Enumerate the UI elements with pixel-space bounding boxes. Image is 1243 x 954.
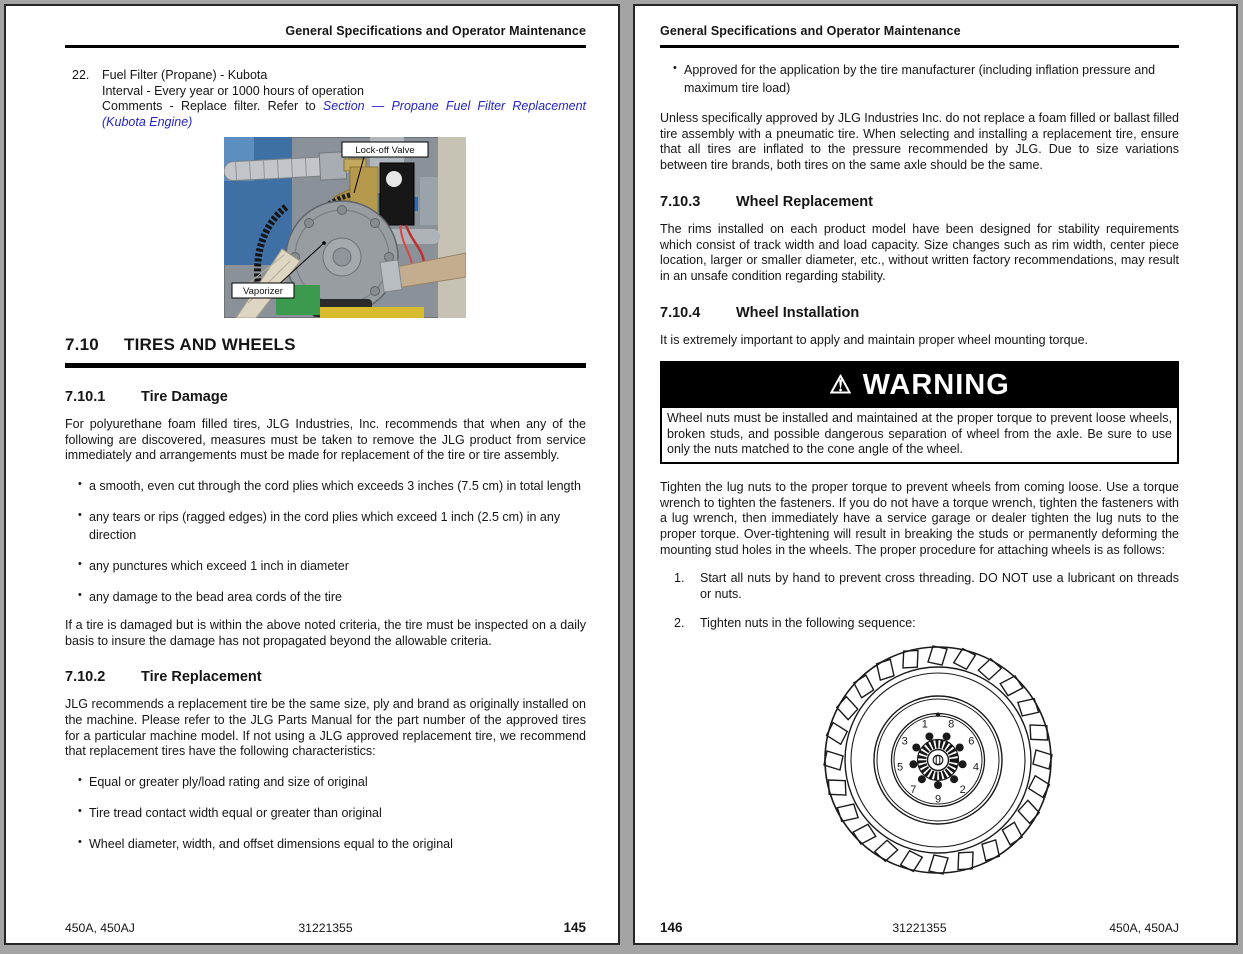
svg-text:4: 4 <box>972 761 979 774</box>
wheel-installation-paragraph: It is extremely important to apply and maintain proper wheel mounting torque. <box>660 332 1089 347</box>
section-7-10-1-heading <box>65 389 586 405</box>
section-7-10-2-heading <box>65 669 586 685</box>
valve-stem <box>936 712 940 716</box>
warning-box <box>660 361 1179 464</box>
warning-body: Wheel nuts must be installed and maintained at the proper torque to prevent loose wheels, broken studs, and possible dangerous separation of wheel from the axle. Be sure to use only the nuts matched to the cone angle of the wheel. <box>667 411 1172 456</box>
tire-replacement-list-continued <box>660 61 1179 97</box>
footer-models: 450A, 450AJ <box>1109 921 1179 935</box>
bullet-icon: • <box>78 805 82 818</box>
svg-text:8: 8 <box>948 718 955 731</box>
tire-damage-outro: If a tire is damaged but is within the above noted criteria, the tire must be inspected on a daily basis to insure the damage has not propagated beyond the allowable criteria. <box>65 617 586 648</box>
tire-replacement-intro: JLG recommends a replacement tire be the same size, ply and brand as originally installed on the machine. Please refer to the JLG Parts Manual for the part number of the approved tires for a particular machine model. If not using a JLG approved replacement tire, we recommend that replacement tires have the following characteristics: <box>65 697 586 759</box>
pneumatic-paragraph: Unless specifically approved by JLG Industries Inc. do not replace a foam filled or ballast filled tire assembly with a pneumatic tire. When selecting and installing a replacement tire, ensure that all tires are inflated to the pressure recommended by JLG. Due to size variations between tire brands, both tires on the same axle should be the same. <box>660 111 1180 173</box>
header-rule <box>660 45 1179 48</box>
svg-text:2: 2 <box>959 783 966 796</box>
maintenance-item-22 <box>65 68 586 131</box>
subsection-title: Wheel Installation <box>736 304 860 321</box>
bullet-icon: • <box>673 62 677 74</box>
cross-reference-link[interactable]: Section — Propane Fuel Filter Replacement (Kubota Engine) <box>102 99 587 130</box>
warning-icon: ⚠ <box>829 370 853 399</box>
step-text: Tighten nuts in the following sequence: <box>700 615 916 630</box>
svg-text:7: 7 <box>910 783 917 796</box>
svg-text:6: 6 <box>968 735 975 748</box>
subsection-number: 7.10.1 <box>65 388 106 405</box>
step-item <box>660 571 1179 602</box>
lug-nut-sequence-diagram <box>820 640 1056 880</box>
step-number: 1. <box>674 571 685 586</box>
item-interval: Interval - Every year or 1000 hours of operation <box>102 83 364 98</box>
yellow-base <box>320 307 424 318</box>
wheel-diagram <box>820 640 1056 880</box>
svg-text:3: 3 <box>901 735 908 748</box>
page-number: 145 <box>563 920 587 935</box>
subsection-number: 7.10.4 <box>660 304 701 321</box>
section-number: 7.10 <box>65 334 99 354</box>
warning-header <box>662 363 1177 408</box>
section-7-10-4-heading <box>660 305 1179 321</box>
page-146 <box>633 4 1238 945</box>
page-145 <box>4 4 620 945</box>
list-item: • Approved for the application by the tire manufacturer (including inflation pressure and maximum tire load) <box>673 62 1156 95</box>
step-number: 2. <box>674 615 685 630</box>
tire-damage-intro: For polyurethane foam filled tires, JLG Industries, Inc. recommends that when any of the following are discovered, measures must be taken to remove the JLG product from service immediately and arrangements must be made for replacement of the tire or tire assembly. <box>65 416 586 463</box>
subsection-title: Wheel Replacement <box>736 193 873 210</box>
bullet-icon: • <box>78 774 82 787</box>
list-item: • a smooth, even cut through the cord plies which exceeds 3 inches (7.5 cm) in total length <box>78 477 581 493</box>
list-item: • Tire tread contact width equal or greater than original <box>78 805 382 821</box>
section-7-10-heading <box>65 335 586 355</box>
wheel-attach-steps <box>660 571 1179 631</box>
list-item: • any tears or rips (ragged edges) in the cord plies which exceed 1 inch (2.5 cm) in any direction <box>78 508 561 542</box>
svg-text:1: 1 <box>921 718 928 731</box>
item-title: Fuel Filter (Propane) - Kubota <box>102 68 268 82</box>
vaporizer-label: Vaporizer <box>243 285 283 297</box>
footer-doc-number: 31221355 <box>298 921 353 935</box>
vaporizer-photo <box>224 137 466 318</box>
svg-text:5: 5 <box>897 761 904 774</box>
footer-doc-number: 31221355 <box>892 921 947 935</box>
running-header: General Specifications and Operator Maintenance <box>285 24 586 38</box>
subsection-title: Tire Damage <box>141 388 228 405</box>
section-title: TIRES AND WHEELS <box>124 334 296 354</box>
hub <box>918 739 959 780</box>
svg-text:9: 9 <box>934 793 942 806</box>
bullet-icon: • <box>78 508 82 521</box>
subsection-number: 7.10.2 <box>65 669 106 686</box>
warning-title: WARNING <box>862 369 1010 402</box>
section-rule <box>65 363 586 368</box>
wheel-replacement-paragraph: The rims installed on each product model have been designed for stability requirements which consist of track width and load capacity. Size changes such as rim width, center piece location, larger or smaller diameter, etc., without written factory recommendations, may result in an unsafe condition regarding stability. <box>660 221 1179 283</box>
item-number: 22. <box>72 68 90 82</box>
page-footer <box>6 920 618 935</box>
tire-replacement-list <box>65 773 586 853</box>
item-comments <box>102 99 586 130</box>
torque-paragraph: Tighten the lug nuts to the proper torque to prevent wheels from coming loose. Use a torque wrench to tighten the fasteners. If you do not have a torque wrench, tighten the fasteners with a lug wrench, then immediately have a service garage or dealer tighten the lug nuts to the proper torque. Over-tightening will result in breaking the studs or permanently deforming the mounting stud holes in the wheels. The proper procedure for attaching wheels is as follows: <box>660 479 1179 557</box>
bullet-icon: • <box>78 836 82 849</box>
tire-damage-list <box>65 477 586 606</box>
item-body <box>102 68 586 131</box>
list-item: • any damage to the bead area cords of the tire <box>78 588 342 604</box>
section-7-10-3-heading <box>660 194 1179 210</box>
bullet-icon: • <box>78 557 82 570</box>
running-header: General Specifications and Operator Maintenance <box>660 24 961 38</box>
step-item <box>660 616 1179 632</box>
vaporizer-photo-illustration <box>224 137 466 318</box>
footer-models: 450A, 450AJ <box>65 921 135 935</box>
list-item: • any punctures which exceed 1 inch in diameter <box>78 557 349 573</box>
page-footer <box>635 920 1236 935</box>
lockoff-valve-label: Lock-off Valve <box>355 144 415 156</box>
page-number: 146 <box>660 920 683 935</box>
subsection-number: 7.10.3 <box>660 193 701 210</box>
header-rule <box>65 45 586 48</box>
bullet-icon: • <box>78 588 82 601</box>
comments-prefix: Comments - Replace filter. Refer to <box>102 99 323 114</box>
list-item: • Wheel diameter, width, and offset dimensions equal to the original <box>78 836 453 852</box>
bullet-icon: • <box>78 477 82 490</box>
subsection-title: Tire Replacement <box>141 669 262 686</box>
step-text: Start all nuts by hand to prevent cross threading. DO NOT use a lubricant on threads or nuts. <box>700 571 1179 602</box>
list-item: • Equal or greater ply/load rating and size of original <box>78 774 368 790</box>
